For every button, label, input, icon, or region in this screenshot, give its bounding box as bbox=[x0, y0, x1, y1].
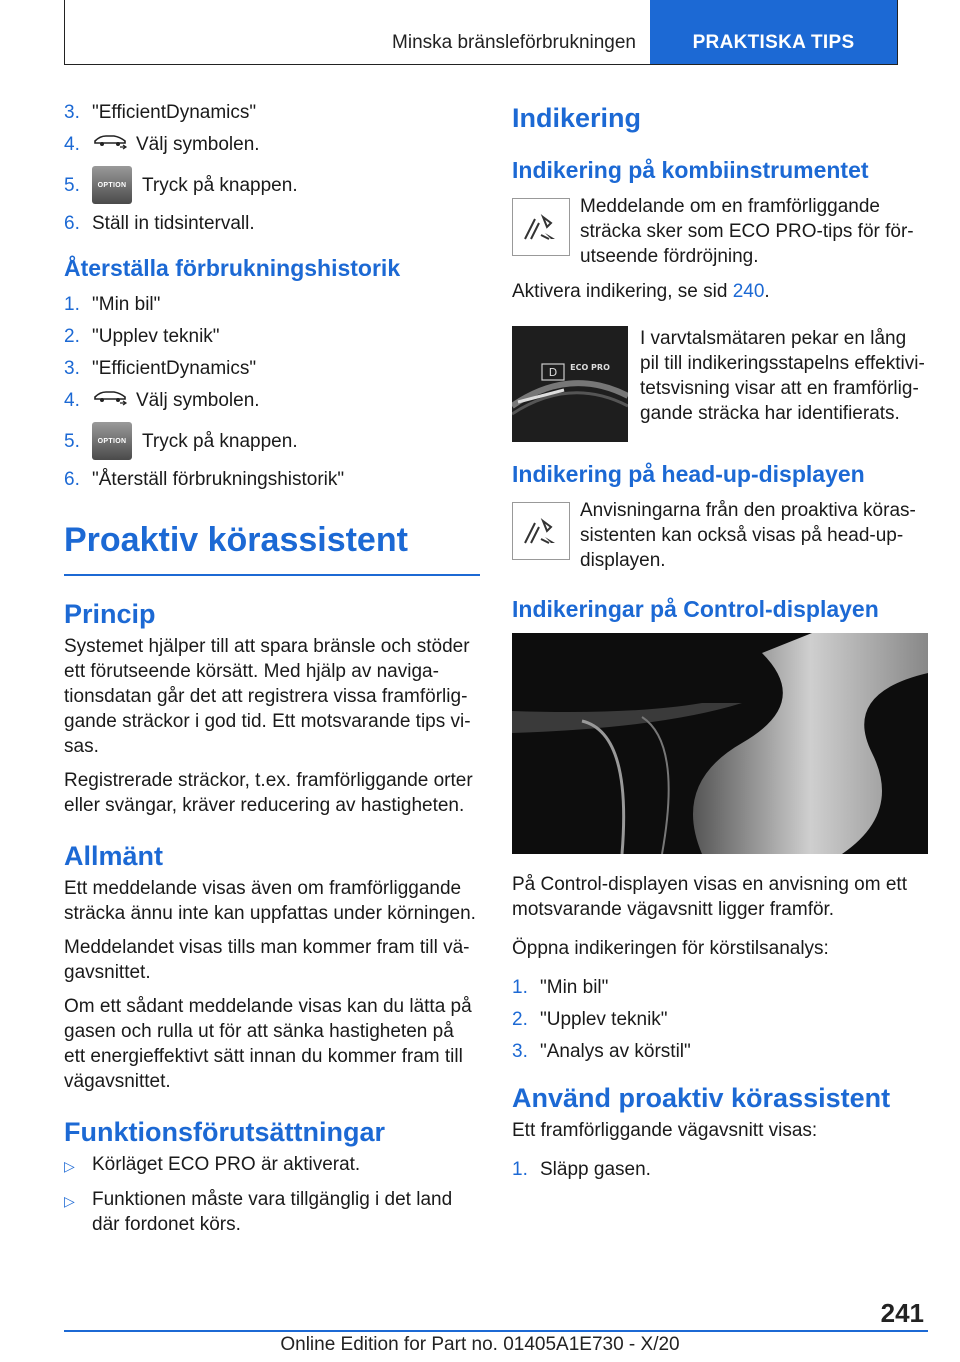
control-heading: Indikeringar på Control-displayen bbox=[512, 596, 879, 622]
step-number: 3. bbox=[64, 358, 80, 379]
step-text: "Upplev teknik" bbox=[92, 326, 220, 347]
paragraph: Registrerade sträckor, t.ex. framförliggande orter eller svängar, kräver reducering av hastigheten. bbox=[64, 770, 473, 816]
car-icon bbox=[92, 132, 128, 150]
step-text: Tryck på knappen. bbox=[142, 430, 298, 452]
footer-divider bbox=[64, 1330, 928, 1332]
cluster-heading: Indikering på kombiinstrumentet bbox=[512, 157, 869, 183]
triangle-bullet-icon: ▷ bbox=[64, 1193, 75, 1209]
step-number: 2. bbox=[64, 326, 80, 347]
option-button-icon: OPTION bbox=[92, 422, 132, 460]
use-heading: Använd proaktiv körassistent bbox=[512, 1083, 891, 1113]
list-item bbox=[64, 420, 480, 462]
car-icon bbox=[92, 388, 128, 406]
road-warning-icon bbox=[512, 198, 570, 256]
chapter-tab[interactable]: PRAKTISKA TIPS bbox=[650, 0, 897, 64]
list-item bbox=[64, 100, 480, 125]
paragraph: Ett meddelande visas även om framförliggande sträcka ännu inte kan uppfattas under körningen. bbox=[64, 878, 476, 924]
bullet-text: Körläget ECO PRO är aktiverat. bbox=[92, 1154, 361, 1175]
paragraph: Meddelandet visas tills man kommer fram till vägavsnittet. bbox=[64, 937, 470, 983]
step-text: Välj symbolen. bbox=[136, 134, 260, 155]
step-text: "Analys av körstil" bbox=[540, 1041, 691, 1062]
note-text: Meddelande om en framförliggande sträcka sker som ECO PRO-tips för förutseende fördröjning. bbox=[580, 196, 914, 267]
list-item bbox=[64, 324, 480, 349]
list-item bbox=[64, 356, 480, 381]
triangle-bullet-icon: ▷ bbox=[64, 1158, 75, 1174]
paragraph: På Control-displayen visas en anvisning om ett motsvarande vägavsnitt ligger framför. bbox=[512, 874, 907, 920]
step-number: 2. bbox=[512, 1009, 528, 1030]
step-text: "Upplev teknik" bbox=[540, 1009, 668, 1030]
requirements-heading: Funktionsförutsättningar bbox=[64, 1117, 385, 1147]
gear-label: D bbox=[548, 366, 558, 379]
list-item bbox=[64, 1187, 480, 1237]
list-item bbox=[64, 211, 480, 236]
display-heading: Indikering bbox=[512, 103, 642, 133]
step-number: 5. bbox=[64, 430, 80, 452]
main-heading: Proaktiv körassistent bbox=[64, 520, 480, 576]
step-number: 6. bbox=[64, 213, 80, 234]
list-item bbox=[512, 975, 928, 1000]
principle-heading: Princip bbox=[64, 599, 156, 629]
step-number: 4. bbox=[64, 390, 80, 411]
step-text: "Återställ förbrukningshistorik" bbox=[92, 469, 345, 490]
step-text: "EfficientDynamics" bbox=[92, 102, 257, 123]
step-number: 6. bbox=[64, 469, 80, 490]
hud-heading: Indikering på head-up-displayen bbox=[512, 461, 865, 487]
reset-heading: Återställa förbrukningshistorik bbox=[64, 255, 401, 281]
option-button-icon: OPTION bbox=[92, 166, 132, 204]
cluster-text: I varvtalsmätaren pekar en lång pil till indikeringsstapelns effektivitetsvisning visar att en framförliggande sträcka har identifierats. bbox=[640, 328, 925, 424]
step-number: 5. bbox=[64, 174, 80, 196]
paragraph: Om ett sådant meddelande visas kan du lätta på gasen och rulla ut för att sänka hastigheten på ett energieffektivt sätt innan du kommer fram till vägavsnittet. bbox=[64, 996, 472, 1092]
step-text: Tryck på knappen. bbox=[142, 174, 298, 196]
paragraph: Ett framförliggande vägavsnitt visas: bbox=[512, 1120, 818, 1141]
step-number: 4. bbox=[64, 134, 80, 155]
paragraph: Öppna indikeringen för körstilsanalys: bbox=[512, 938, 829, 959]
step-text: "EfficientDynamics" bbox=[92, 358, 257, 379]
step-number: 3. bbox=[64, 102, 80, 123]
list-item bbox=[64, 132, 480, 157]
section-title: Minska bränsleförbrukningen bbox=[392, 32, 636, 53]
cluster-block bbox=[512, 326, 928, 442]
left-column bbox=[64, 100, 480, 1245]
steps-list bbox=[64, 292, 480, 492]
step-text: Ställ in tidsintervall. bbox=[92, 213, 255, 234]
instrument-cluster-image bbox=[512, 326, 628, 442]
steps-list bbox=[64, 100, 480, 236]
step-text: Släpp gasen. bbox=[540, 1159, 651, 1180]
steps-list bbox=[512, 975, 928, 1064]
road-warning-icon bbox=[512, 502, 570, 560]
step-text: Välj symbolen. bbox=[136, 390, 260, 411]
list-item bbox=[512, 1157, 928, 1182]
paragraph: Aktivera indikering, se sid 240. bbox=[512, 281, 770, 302]
page-number: 241 bbox=[880, 1298, 924, 1328]
list-item bbox=[64, 292, 480, 317]
general-heading: Allmänt bbox=[64, 841, 164, 871]
list-item bbox=[512, 1007, 928, 1032]
page-link[interactable]: 240 bbox=[732, 281, 765, 302]
step-number: 3. bbox=[512, 1041, 528, 1062]
footer-edition: Online Edition for Part no. 01405A1E730 - X/20 bbox=[280, 1334, 680, 1355]
page-header bbox=[64, 0, 898, 65]
road-curve-image bbox=[512, 633, 928, 854]
right-column bbox=[512, 100, 928, 1189]
note-text: Anvisningarna från den proaktiva körassistenten kan också visas på head-up-displayen. bbox=[580, 500, 916, 571]
list-item bbox=[64, 388, 480, 413]
paragraph: Systemet hjälper till att spara bränsle och stöder ett förutseende körsätt. Med hjälp av navigationsdatan går det att registrera vissa framförliggande sträckor i god tid. Ett motsvarande tips visas. bbox=[64, 636, 471, 757]
list-item bbox=[64, 164, 480, 206]
list-item bbox=[64, 1152, 480, 1179]
step-number: 1. bbox=[64, 294, 80, 315]
steps-list bbox=[512, 1157, 928, 1182]
note-block bbox=[512, 498, 928, 573]
list-item bbox=[64, 467, 480, 492]
bullet-text: Funktionen måste vara tillgänglig i det land där fordonet körs. bbox=[92, 1189, 453, 1235]
note-block bbox=[512, 194, 928, 269]
eco-pro-label: ECO PRO bbox=[570, 363, 610, 372]
step-number: 1. bbox=[512, 1159, 528, 1180]
step-text: "Min bil" bbox=[540, 977, 609, 998]
step-text: "Min bil" bbox=[92, 294, 161, 315]
step-number: 1. bbox=[512, 977, 528, 998]
list-item bbox=[512, 1039, 928, 1064]
